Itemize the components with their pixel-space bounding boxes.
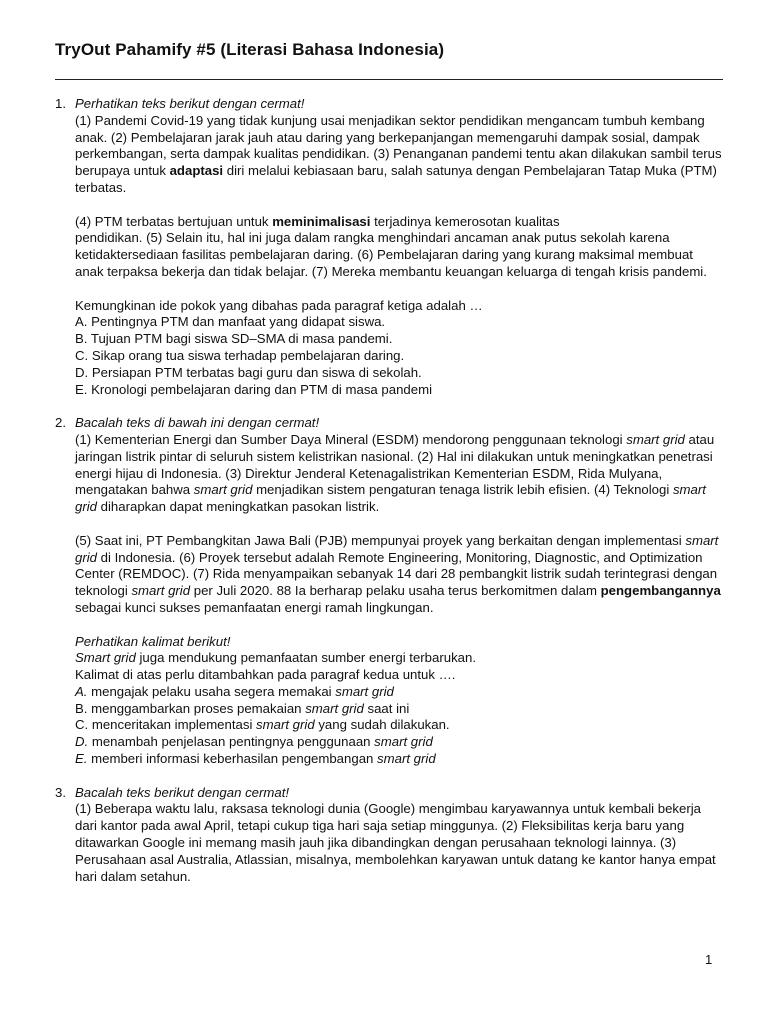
question-3-body	[55, 801, 723, 885]
paragraph: (1) Beberapa waktu lalu, raksasa teknologi dunia (Google) mengimbau karyawannya untuk kembali bekerja dari kantor pada awal April, tetapi cukup tiga hari saja setiap minggunya. (2) Fleksibilitas kerja baru yang ditawarkan Google ini memang masih jauh jika dibandingkan dengan perusahaan teknologi lainnya. (3) Perusahaan asal Australia, Atlassian, misalnya, membolehkan karyawan untuk datang ke kantor hanya empat hari dalam setahun.	[75, 801, 716, 884]
question-text: Kemungkinan ide pokok yang dibahas pada paragraf ketiga adalah …	[75, 297, 483, 313]
option-b	[75, 701, 723, 718]
option-b: B. Tujuan PTM bagi siswa SD–SMA di masa pandemi.	[75, 331, 393, 347]
option-letter: E.	[75, 751, 88, 767]
italic-term: smart grid	[377, 751, 436, 767]
option-letter: A.	[75, 683, 88, 699]
instruction-text: Bacalah teks berikut dengan cermat!	[75, 784, 290, 800]
paragraph	[75, 533, 723, 617]
bold-term: adaptasi	[169, 163, 224, 179]
page-title: TryOut Pahamify #5 (Literasi Bahasa Indonesia)	[55, 40, 445, 59]
option-e	[75, 751, 723, 768]
text-run: menambah penjelasan pentingnya penggunaan	[88, 734, 375, 750]
question-2-instruction	[55, 415, 723, 432]
paragraph	[75, 113, 723, 197]
question-number: 1.	[55, 96, 66, 111]
italic-term: smart grid	[256, 717, 315, 733]
text-run: C. menceritakan implementasi	[75, 717, 257, 733]
text-run: sebagai kunci sukses pemanfaatan energi ramah lingkungan.	[75, 599, 434, 615]
question-1-instruction	[55, 96, 723, 113]
text-run: terjadinya kemerosotan kualitas	[370, 213, 560, 229]
option-c: C. Sikap orang tua siswa terhadap pembelajaran daring.	[75, 347, 405, 363]
italic-term: smart grid	[193, 482, 253, 498]
text-run: per Juli 2020. 88 Ia berharap pelaku usaha terus berkomitmen dalam	[190, 583, 601, 599]
italic-term: Smart grid	[75, 650, 136, 666]
text-run: (4) PTM terbatas bertujuan untuk	[75, 213, 273, 229]
text-run: B. menggambarkan proses pemakaian	[75, 700, 306, 716]
text-run: menjadikan sistem pengaturan tenaga listrik lebih efisien. (4) Teknologi	[252, 482, 673, 498]
question-1-body	[55, 113, 723, 399]
text-run: mengajak pelaku usaha segera memakai	[87, 683, 336, 699]
text-run: diri melalui kebiasaan baru, salah satunya dengan Pembelajaran Tatap Muka (PTM) terbatas.	[75, 163, 717, 195]
italic-term: smart grid	[626, 431, 685, 447]
paragraph	[75, 432, 723, 516]
question-3	[55, 785, 723, 886]
text-run: pendidikan. (5) Selain itu, hal ini juga dalam rangka menghindari ancaman anak putus sekolah karena ketidaktersediaan fasilitas pembelajaran daring. (6) Pembelajaran daring yang kurang maksimal membuat anak terpaksa bekerja dan tidak belajar. (7) Mereka membantu keuangan keluarga di tengah krisis pandemi.	[75, 230, 707, 279]
question-1	[55, 96, 723, 398]
quoted-sentence	[75, 650, 723, 667]
text-run: atau jaringan listrik pintar di seluruh sistem kelistrikan nasional. (2) Hal ini dilakukan untuk meningkatkan penetrasi energi hijau di Indonesia. (3) Direktur Jenderal Ketenagalistrikan Kementerian ESDM, Rida Mulyana, mengatakan bahwa	[75, 431, 715, 498]
option-d	[75, 734, 723, 751]
italic-term: smart grid	[374, 734, 433, 750]
text-run: saat ini	[363, 700, 410, 716]
text-run: (1) Kementerian Energi dan Sumber Daya Mineral (ESDM) mendorong penggunaan teknologi	[75, 431, 627, 447]
text-run: diharapkan dapat meningkatkan pasokan listrik.	[97, 499, 380, 515]
text-run: (1) Pandemi Covid-19 yang tidak kunjung usai menjadikan sektor pendidikan mengancam tumbuh kembang anak. (2) Pembelajaran jarak jauh atau daring yang berkepanjangan memengaruhi dampak sosial, dampak perkembangan, serta dampak kualitas pendidikan. (3) Penanganan pandemi tentu akan dilakukan sambil terus berupaya untuk	[75, 112, 722, 179]
page-number: 1	[705, 952, 713, 967]
option-letter: D.	[75, 734, 89, 750]
text-run: memberi informasi keberhasilan pengembangan	[87, 751, 378, 767]
option-e: E. Kronologi pembelajaran daring dan PTM di masa pandemi	[75, 381, 432, 397]
question-number: 2.	[55, 415, 66, 431]
option-a	[75, 684, 723, 701]
text-run: di Indonesia. (6) Proyek tersebut adalah Remote Engineering, Monitoring, Diagnostic, and Optimization Center (REMDOC). (7) Rida menyampaikan sebanyak 14 dari 28 pembangkit listrik sudah terintegrasi dengan teknologi	[75, 549, 718, 599]
bold-term: pengembangannya	[600, 583, 721, 599]
text-run: (5) Saat ini, PT Pembangkitan Jawa Bali (PJB) mempunyai proyek yang berkaitan dengan implementasi	[75, 532, 686, 548]
question-2-body	[55, 432, 723, 768]
bold-term: meminimalisasi	[272, 213, 371, 229]
sub-instruction: Perhatikan kalimat berikut!	[75, 633, 231, 649]
italic-term: smart grid	[305, 700, 364, 716]
italic-term: smart grid	[335, 683, 394, 699]
instruction-text: Bacalah teks di bawah ini dengan cermat!	[75, 415, 320, 431]
option-a: A. Pentingnya PTM dan manfaat yang didapat siswa.	[75, 314, 386, 330]
option-c	[75, 717, 723, 734]
question-text: Kalimat di atas perlu ditambahkan pada paragraf kedua untuk ….	[75, 667, 456, 683]
italic-term: smart grid	[75, 482, 706, 515]
text-run: yang sudah dilakukan.	[314, 717, 450, 733]
italic-term: smart grid	[131, 583, 191, 599]
question-number: 3.	[55, 784, 66, 800]
header-divider	[55, 79, 723, 80]
question-3-instruction	[55, 785, 723, 802]
instruction-text: Perhatikan teks berikut dengan cermat!	[75, 96, 305, 111]
option-d: D. Persiapan PTM terbatas bagi guru dan siswa di sekolah.	[75, 364, 422, 380]
question-2	[55, 415, 723, 768]
italic-term: smart grid	[75, 532, 719, 565]
paragraph	[75, 214, 723, 281]
document-content	[55, 96, 723, 885]
text-run: juga mendukung pemanfaatan sumber energi terbarukan.	[135, 650, 476, 666]
